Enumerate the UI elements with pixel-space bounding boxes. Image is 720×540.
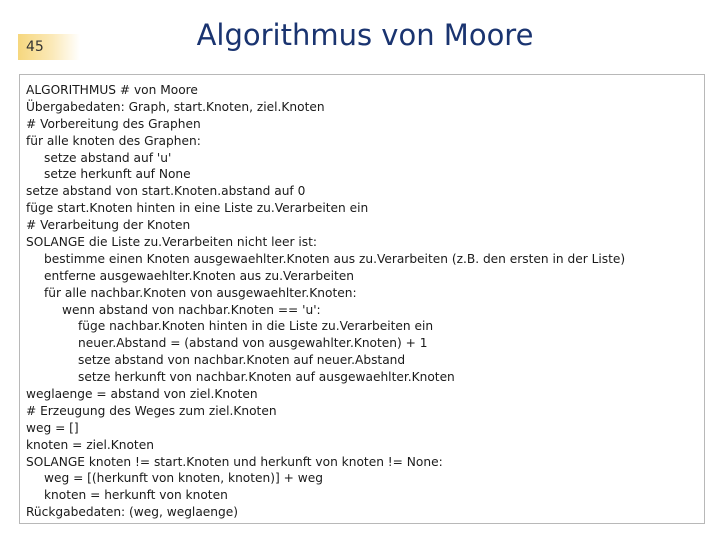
slide-title: Algorithmus von Moore [196, 18, 534, 52]
code-line: knoten = ziel.Knoten [26, 437, 154, 452]
code-line: neuer.Abstand = (abstand von ausgewahlter.Knoten) + 1 [78, 336, 428, 351]
code-line: setze abstand von start.Knoten.abstand auf 0 [26, 184, 306, 199]
code-line: SOLANGE die Liste zu.Verarbeiten nicht leer ist: [26, 235, 317, 250]
code-line: knoten = herkunft von knoten [44, 488, 228, 503]
code-line: für alle knoten des Graphen: [26, 133, 201, 148]
code-line: für alle nachbar.Knoten von ausgewaehlter.Knoten: [44, 285, 357, 300]
code-line: füge nachbar.Knoten hinten in die Liste zu.Verarbeiten ein [78, 319, 434, 334]
code-line: setze herkunft von nachbar.Knoten auf ausgewaehlter.Knoten [78, 370, 455, 385]
code-line: Übergabedaten: Graph, start.Knoten, ziel.Knoten [26, 99, 325, 114]
code-line: setze abstand auf 'u' [44, 150, 172, 165]
code-line: entferne ausgewaehlter.Knoten aus zu.Verarbeiten [44, 268, 355, 283]
code-line: ALGORITHMUS # von Moore [26, 83, 198, 97]
algorithm-code-box [19, 74, 705, 524]
slide-number: 45 [18, 34, 80, 60]
code-line: SOLANGE knoten != start.Knoten und herkunft von knoten != None: [26, 454, 443, 469]
code-line: # Verarbeitung der Knoten [26, 218, 191, 233]
code-line: # Vorbereitung des Graphen [26, 116, 201, 131]
code-line: wenn abstand von nachbar.Knoten == 'u': [62, 302, 321, 317]
code-line: Rückgabedaten: (weg, weglaenge) [26, 505, 239, 520]
code-line: # Erzeugung des Weges zum ziel.Knoten [26, 403, 277, 418]
code-line: füge start.Knoten hinten in eine Liste zu.Verarbeiten ein [26, 201, 369, 216]
code-line: weg = [] [26, 420, 79, 435]
code-line: weglaenge = abstand von ziel.Knoten [26, 387, 258, 402]
code-line: setze herkunft auf None [44, 167, 191, 182]
code-line: setze abstand von nachbar.Knoten auf neuer.Abstand [78, 353, 406, 368]
code-line: bestimme einen Knoten ausgewaehlter.Knoten aus zu.Verarbeiten (z.B. den ersten in der Liste) [44, 251, 626, 266]
code-line: weg = [(herkunft von knoten, knoten)] + weg [44, 471, 323, 486]
